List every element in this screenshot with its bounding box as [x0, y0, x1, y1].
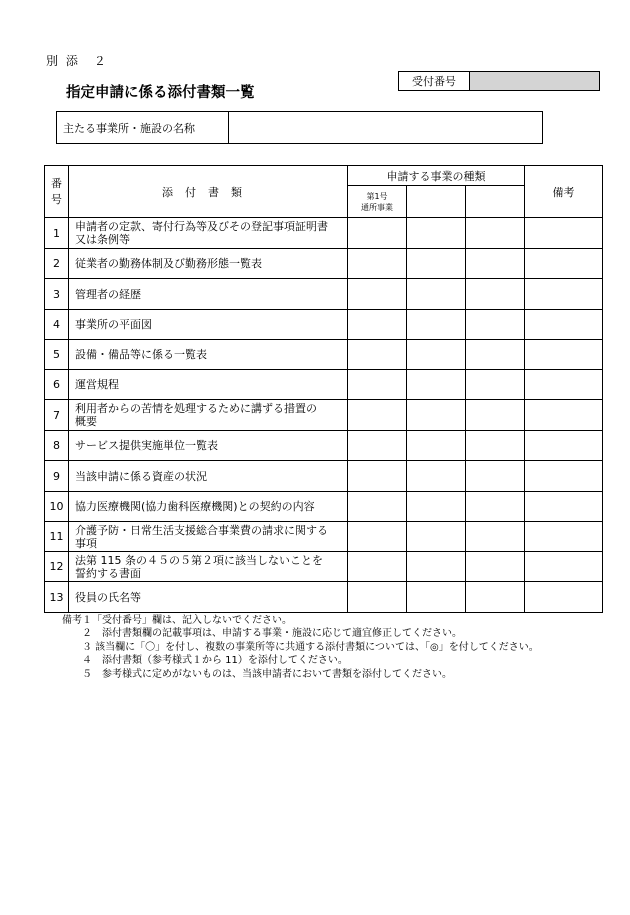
- row-document: [69, 431, 348, 461]
- note-line: 備考１「受付番号」欄は、記入しないでください。: [62, 615, 292, 626]
- row-document-line: 概要: [75, 415, 97, 428]
- row-check-cell[interactable]: [466, 431, 525, 461]
- row-check-cell[interactable]: [466, 218, 525, 249]
- row-document: [69, 552, 348, 582]
- row-document-line: 又は条例等: [75, 233, 130, 246]
- appendix-label: 別 添 ２: [46, 54, 108, 68]
- row-document: [69, 310, 348, 340]
- row-check-cell[interactable]: [466, 279, 525, 310]
- table-row: [45, 522, 603, 552]
- row-number: 13: [45, 582, 69, 613]
- row-document-line: 利用者からの苦情を処理するために講ずる措置の: [75, 402, 317, 415]
- row-document-line: 従業者の勤務体制及び勤務形態一覧表: [75, 257, 262, 270]
- row-number: 5: [45, 340, 69, 370]
- row-check-cell[interactable]: [407, 279, 466, 310]
- header-number-line: 号: [51, 192, 62, 206]
- table-row: [45, 582, 603, 613]
- row-document-line: 事項: [75, 536, 97, 550]
- note-line: ２ 添付書類欄の記載事項は、申請する事業・施設に応じて適宜修正してください。: [62, 628, 462, 640]
- row-check-cell[interactable]: [348, 522, 407, 552]
- header-subkind-blank: [407, 186, 466, 218]
- row-check-cell[interactable]: [466, 249, 525, 279]
- row-check-cell[interactable]: [348, 431, 407, 461]
- row-check-cell[interactable]: [348, 279, 407, 310]
- row-check-cell[interactable]: [348, 249, 407, 279]
- row-document-line: 申請者の定款、寄付行為等及びその登記事項証明書: [75, 220, 328, 233]
- table-row: [45, 340, 603, 370]
- row-check-cell[interactable]: [407, 492, 466, 522]
- row-check-cell[interactable]: [466, 522, 525, 552]
- row-number: 3: [45, 279, 69, 310]
- row-check-cell[interactable]: [466, 461, 525, 492]
- row-remarks-cell[interactable]: [525, 431, 603, 461]
- header-number: [45, 166, 69, 218]
- row-check-cell[interactable]: [407, 310, 466, 340]
- row-check-cell[interactable]: [407, 582, 466, 613]
- row-document: [69, 582, 348, 613]
- row-document: [69, 522, 348, 552]
- row-document-line: 設備・備品等に係る一覧表: [75, 348, 207, 361]
- header-remarks: 備考: [525, 166, 603, 218]
- row-remarks-cell[interactable]: [525, 218, 603, 249]
- row-document-line: 管理者の経歴: [75, 287, 141, 301]
- receipt-number-box: [398, 71, 600, 91]
- row-remarks-cell[interactable]: [525, 492, 603, 522]
- row-number: 10: [45, 492, 69, 522]
- row-number: 7: [45, 400, 69, 431]
- row-document: [69, 461, 348, 492]
- row-document-line: 法第 115 条の４５の５第２項に該当しないことを: [75, 553, 323, 567]
- table-row: [45, 310, 603, 340]
- row-number: 6: [45, 370, 69, 400]
- row-check-cell[interactable]: [348, 461, 407, 492]
- facility-name-box: [56, 111, 543, 144]
- header-business-kind: 申請する事業の種類: [348, 166, 525, 186]
- table-row: [45, 492, 603, 522]
- row-check-cell[interactable]: [348, 400, 407, 431]
- receipt-number-field[interactable]: [470, 72, 599, 90]
- table-row: [45, 461, 603, 492]
- row-document: [69, 370, 348, 400]
- table-row: [45, 400, 603, 431]
- row-number: 2: [45, 249, 69, 279]
- table-row: [45, 370, 603, 400]
- page-title: 指定申請に係る添付書類一覧: [66, 85, 255, 101]
- row-check-cell[interactable]: [348, 492, 407, 522]
- row-check-cell[interactable]: [407, 370, 466, 400]
- row-number: 9: [45, 461, 69, 492]
- row-document: [69, 218, 348, 249]
- row-remarks-cell[interactable]: [525, 370, 603, 400]
- row-check-cell[interactable]: [407, 461, 466, 492]
- row-remarks-cell[interactable]: [525, 582, 603, 613]
- row-check-cell[interactable]: [348, 310, 407, 340]
- row-number: 11: [45, 522, 69, 552]
- header-subkind-line: 第1号: [366, 191, 388, 201]
- header-subkind: [348, 186, 407, 218]
- row-document-line: 事業所の平面図: [75, 318, 152, 331]
- row-document-line: 介護予防・日常生活支援総合事業費の請求に関する: [75, 523, 328, 537]
- row-document-line: 役員の氏名等: [75, 590, 141, 604]
- row-check-cell[interactable]: [466, 400, 525, 431]
- row-check-cell[interactable]: [407, 218, 466, 249]
- table-row: [45, 431, 603, 461]
- note-line: ４ 添付書類（参考様式１から 11）を添付してください。: [62, 655, 348, 667]
- table-row: [45, 279, 603, 310]
- row-remarks-cell[interactable]: [525, 400, 603, 431]
- table-row: [45, 249, 603, 279]
- row-check-cell[interactable]: [348, 582, 407, 613]
- row-check-cell[interactable]: [348, 552, 407, 582]
- row-document: [69, 340, 348, 370]
- row-remarks-cell[interactable]: [525, 279, 603, 310]
- row-number: 12: [45, 552, 69, 582]
- row-check-cell[interactable]: [466, 492, 525, 522]
- row-document: [69, 492, 348, 522]
- row-remarks-cell[interactable]: [525, 340, 603, 370]
- header-subkind-blank: [466, 186, 525, 218]
- note-line: ５ 参考様式に定めがないものは、当該申請者において書類を添付してください。: [62, 668, 452, 680]
- row-remarks-cell[interactable]: [525, 249, 603, 279]
- row-remarks-cell[interactable]: [525, 552, 603, 582]
- row-check-cell[interactable]: [407, 249, 466, 279]
- row-document-line: 当該申請に係る資産の状況: [75, 469, 207, 483]
- attachment-table: [44, 165, 603, 613]
- header-document: 添付書類: [69, 166, 348, 218]
- row-check-cell[interactable]: [407, 522, 466, 552]
- row-check-cell[interactable]: [348, 218, 407, 249]
- facility-name-label: 主たる事業所・施設の名称: [57, 112, 229, 143]
- row-document-line: 協力医療機関(協力歯科医療機関)との契約の内容: [75, 500, 315, 513]
- notes: [62, 614, 539, 681]
- row-check-cell[interactable]: [466, 340, 525, 370]
- row-number: 8: [45, 431, 69, 461]
- header-number-line: 番: [51, 176, 62, 190]
- row-check-cell[interactable]: [466, 370, 525, 400]
- row-number: 1: [45, 218, 69, 249]
- row-remarks-cell[interactable]: [525, 522, 603, 552]
- row-check-cell[interactable]: [407, 340, 466, 370]
- row-check-cell[interactable]: [407, 431, 466, 461]
- row-remarks-cell[interactable]: [525, 310, 603, 340]
- row-document-line: 運営規程: [75, 378, 119, 391]
- row-check-cell[interactable]: [407, 400, 466, 431]
- table-row: [45, 552, 603, 582]
- row-remarks-cell[interactable]: [525, 461, 603, 492]
- row-check-cell[interactable]: [466, 582, 525, 613]
- row-check-cell[interactable]: [348, 340, 407, 370]
- table-row: [45, 218, 603, 249]
- row-document-line: サービス提供実施単位一覧表: [75, 439, 218, 452]
- row-document: [69, 279, 348, 310]
- header-subkind-line: 通所事業: [361, 202, 393, 212]
- row-number: 4: [45, 310, 69, 340]
- facility-name-field[interactable]: [229, 112, 542, 143]
- row-check-cell[interactable]: [466, 552, 525, 582]
- row-check-cell[interactable]: [466, 310, 525, 340]
- row-check-cell[interactable]: [407, 552, 466, 582]
- row-document-line: 誓約する書面: [75, 566, 141, 580]
- row-document: [69, 249, 348, 279]
- row-document: [69, 400, 348, 431]
- receipt-number-label: 受付番号: [399, 72, 470, 90]
- row-check-cell[interactable]: [348, 370, 407, 400]
- note-line: ３ 該当欄に「〇」を付し、複数の事業所等に共通する添付書類については、「◎」を付してください。: [62, 641, 539, 653]
